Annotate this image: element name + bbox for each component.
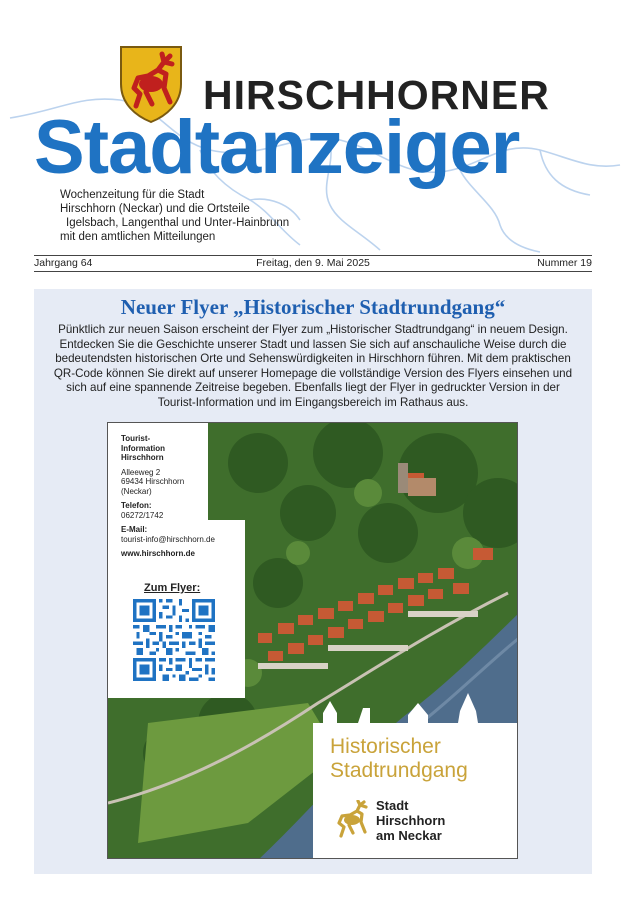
- city-logo-text: [376, 798, 445, 843]
- contact-info: [121, 434, 215, 559]
- address-line: (Neckar): [121, 486, 152, 496]
- flyer-title: [330, 735, 468, 783]
- body-line: QR-Code können Sie direkt auf unserer Homepage die vollständige Version des Flyers einsehen und: [53, 366, 573, 380]
- email-label: E-Mail:: [121, 525, 148, 534]
- qr-code-icon: [133, 599, 215, 681]
- logo-line: Stadt: [376, 798, 409, 813]
- flyer-title-line: Historischer: [330, 735, 441, 758]
- body-line: Pünktlich zur neuen Saison erscheint der Flyer zum „Historischer Stadtrundgang“ in neuem Design.: [58, 323, 568, 336]
- article-headline: Neuer Flyer „Historischer Stadtrundgang“: [120, 295, 506, 319]
- subtitle-line: Igelsbach, Langenthal und Unter-Hainbrunn: [66, 217, 290, 229]
- body-line: Tourist-Information und im Eingangsbereich im Rathaus aus.: [157, 395, 469, 409]
- subtitle-line: Wochenzeitung für die Stadt: [60, 189, 205, 201]
- body-line: bedeutendsten historischen Orte und Sehenswürdigkeiten in Hirschhorn führen. Mit dem praktischen: [55, 352, 571, 366]
- org-name: Tourist-: [121, 434, 151, 443]
- logo-line: am Neckar: [376, 828, 442, 843]
- org-name: Information: [121, 443, 165, 453]
- masthead-subtitle: [60, 188, 289, 244]
- subtitle-line: Hirschhorn (Neckar) und die Ortsteile: [60, 203, 250, 215]
- issue-volume: Jahrgang 64: [34, 257, 93, 269]
- phone-label: Telefon:: [121, 501, 152, 510]
- issue-date: Freitag, den 9. Mai 2025: [256, 257, 370, 269]
- body-line: Entdecken Sie die Geschichte unserer Stadt und lassen Sie sich auf anschauliche Weise durch die: [59, 337, 567, 351]
- phone-number: 06272/1742: [121, 510, 164, 520]
- body-line: sich auf eine spannende Zeitreise begeben. Ebenfalls liegt der Flyer in gedruckter Version in der: [66, 381, 560, 395]
- gold-deer-icon: [333, 800, 371, 840]
- flyer-title-line: Stadtrundgang: [330, 759, 468, 782]
- masthead: [0, 0, 625, 256]
- qr-label: Zum Flyer:: [144, 582, 201, 594]
- logo-line: Hirschhorn: [376, 813, 446, 828]
- org-name: Hirschhorn: [121, 453, 164, 462]
- address-line: 69434 Hirschhorn: [121, 477, 185, 486]
- issue-number: Nummer 19: [537, 257, 592, 269]
- email-address: tourist-info@hirschhorn.de: [121, 534, 215, 544]
- flyer-image: [107, 422, 518, 859]
- address-line: Alleeweg 2: [121, 467, 161, 477]
- website: www.hirschhorn.de: [121, 549, 195, 558]
- issue-info-bar: [34, 255, 592, 272]
- article-body: [42, 323, 584, 411]
- masthead-title-main: Stadtanzeiger: [34, 105, 520, 190]
- subtitle-line: mit den amtlichen Mitteilungen: [60, 231, 216, 243]
- masthead-title-top: HIRSCHHORNER: [203, 72, 550, 118]
